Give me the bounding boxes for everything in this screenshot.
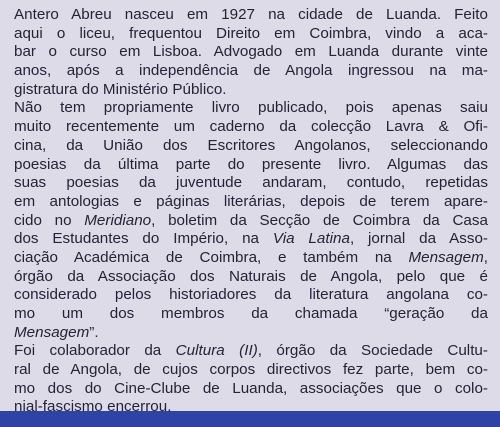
text-segment: anos, após a independência de Angola ingressou na ma-: [14, 62, 488, 80]
text-segment: gistratura do Ministério Público.: [14, 80, 227, 98]
text-segment: mo um dos membros da chamada “geração da: [14, 305, 488, 322]
text-segment: ,: [483, 248, 488, 266]
text-line-10: [14, 174, 488, 193]
text-segment: cina, da União dos Escritores Angolanos, seleccionando: [14, 136, 488, 154]
text-segment: , jornal da Asso-: [349, 230, 488, 248]
text-segment: considerado pelos historiadores da literatura angolana co-: [14, 286, 488, 304]
text-segment: Foi colaborador da: [14, 342, 176, 360]
text-line-20: [14, 361, 488, 380]
text-segment: poesias da última parte do presente livro. Algumas das: [14, 155, 488, 173]
text-segment: Antero Abreu nasceu em 1927 na cidade de Luanda. Feito: [14, 6, 488, 23]
text-line-8: [14, 137, 488, 156]
text-line-19: [14, 342, 488, 361]
text-segment: muito recentemente um caderno da colecção Lavra & Ofi-: [14, 118, 488, 136]
text-segment: aqui o liceu, frequentou Direito em Coimbra, vindo a aca-: [14, 24, 488, 42]
text-segment: ral de Angola, de cujos corpos directivos fez parte, bem co-: [14, 361, 488, 379]
text-line-4: [14, 62, 488, 81]
biography-text: [14, 6, 488, 417]
text-segment: órgão da Associação dos Naturais de Angola, pelo que é: [14, 267, 488, 285]
italic-title-mensagem: Mensagem: [14, 323, 90, 341]
text-line-9: [14, 156, 488, 175]
text-segment: ciação Académica de Coimbra, e também na: [14, 248, 409, 266]
text-segment: ”.: [89, 323, 99, 341]
text-line-5: [14, 81, 488, 100]
text-segment: nial-fascismo encerrou.: [14, 398, 172, 416]
text-line-22: [14, 398, 488, 417]
italic-title-via-latina: Via Latina: [272, 230, 350, 248]
text-segment: , boletim da Secção de Coimbra da Casa: [151, 211, 488, 229]
text-line-18: [14, 324, 488, 343]
text-line-17: [14, 305, 488, 324]
text-line-16: [14, 286, 488, 305]
text-segment: dos Estudantes do Império, na: [14, 230, 273, 248]
text-line-12: [14, 212, 488, 231]
text-line-6: [14, 99, 488, 118]
text-segment: mo dos do Cine-Clube de Luanda, associações que o colo-: [14, 379, 488, 397]
text-line-14: [14, 249, 488, 268]
text-line-15: [14, 268, 488, 287]
italic-title-meridiano: Meridiano: [84, 211, 152, 229]
text-line-3: [14, 43, 488, 62]
text-line-2: [14, 25, 488, 44]
text-line-7: [14, 118, 488, 137]
text-segment: bar o curso em Lisboa. Advogado em Luanda durante vinte: [14, 43, 488, 61]
italic-title-mensagem: Mensagem: [408, 248, 484, 266]
text-line-21: [14, 380, 488, 399]
text-line-11: [14, 193, 488, 212]
text-line-13: [14, 230, 488, 249]
italic-title-cultura-ii: Cultura (II): [175, 342, 258, 360]
text-segment: , órgão da Sociedade Cultu-: [257, 342, 488, 360]
text-segment: suas poesias da juventude andaram, contudo, repetidas: [14, 174, 488, 192]
text-segment: cido no: [14, 211, 85, 229]
text-segment: Não tem propriamente livro publicado, pois apenas saiu: [14, 99, 488, 117]
text-line-1: [14, 6, 488, 25]
text-segment: em antologias e páginas literárias, depois de terem apare-: [14, 192, 488, 210]
